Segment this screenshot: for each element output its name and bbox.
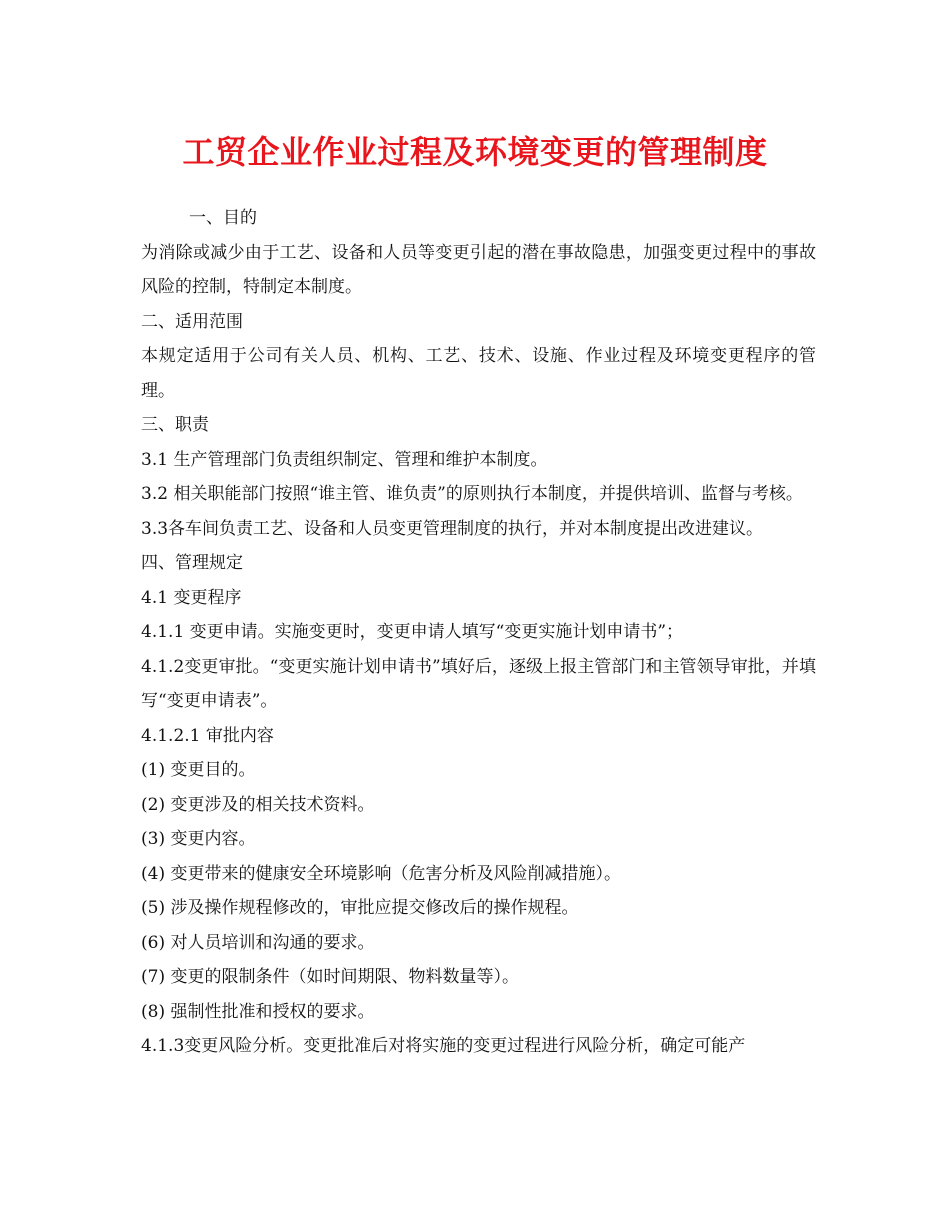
subheading-4-1: 4.1 变更程序	[141, 587, 242, 608]
list-item-3: (3) 变更内容。	[141, 829, 256, 849]
section-heading-duties: 三、职责	[141, 415, 209, 435]
list-item-6: (6) 对人员培训和沟通的要求。	[141, 932, 375, 953]
section-heading-purpose: 一、目的	[189, 208, 257, 228]
paragraph-scope: 本规定适用于公司有关人员、机构、工艺、技术、设施、作业过程及环境变更程序的管理。	[141, 346, 816, 401]
list-item-8: (8) 强制性批准和授权的要求。	[141, 1001, 375, 1022]
document-body	[141, 201, 816, 1064]
paragraph-4-1-2: 4.1.2变更审批。“变更实施计划申请书”填好后，逐级上报主管部门和主管领导审批，并填写“变更申请表”。	[141, 656, 816, 711]
paragraph-4-1-3: 4.1.3变更风险分析。变更批准后对将实施的变更过程进行风险分析，确定可能产	[141, 1036, 746, 1056]
subheading-4-1-2-1: 4.1.2.1 审批内容	[141, 725, 274, 746]
list-item-2: (2) 变更涉及的相关技术资料。	[141, 794, 375, 815]
list-item-1: (1) 变更目的。	[141, 760, 256, 780]
paragraph-purpose: 为消除或减少由于工艺、设备和人员等变更引起的潜在事故隐患，加强变更过程中的事故风险的控制，特制定本制度。	[141, 242, 816, 297]
paragraph-duty-3-3: 3.3各车间负责工艺、设备和人员变更管理制度的执行，并对本制度提出改进建议。	[141, 518, 764, 539]
section-heading-scope: 二、适用范围	[141, 311, 243, 332]
list-item-5: (5) 涉及操作规程修改的，审批应提交修改后的操作规程。	[141, 898, 579, 918]
document-title: 工贸企业作业过程及环境变更的管理制度	[182, 133, 768, 171]
list-item-4: (4) 变更带来的健康安全环境影响（危害分析及风险削减措施）。	[141, 863, 621, 884]
list-item-7: (7) 变更的限制条件（如时间期限、物料数量等）。	[141, 967, 519, 987]
section-heading-rules: 四、管理规定	[141, 553, 243, 573]
paragraph-duty-3-2: 3.2 相关职能部门按照“谁主管、谁负责”的原则执行本制度，并提供培训、监督与考核。	[141, 484, 803, 504]
paragraph-4-1-1: 4.1.1 变更申请。实施变更时，变更申请人填写“变更实施计划申请书”；	[141, 622, 684, 642]
paragraph-duty-3-1: 3.1 生产管理部门负责组织制定、管理和维护本制度。	[141, 449, 548, 470]
